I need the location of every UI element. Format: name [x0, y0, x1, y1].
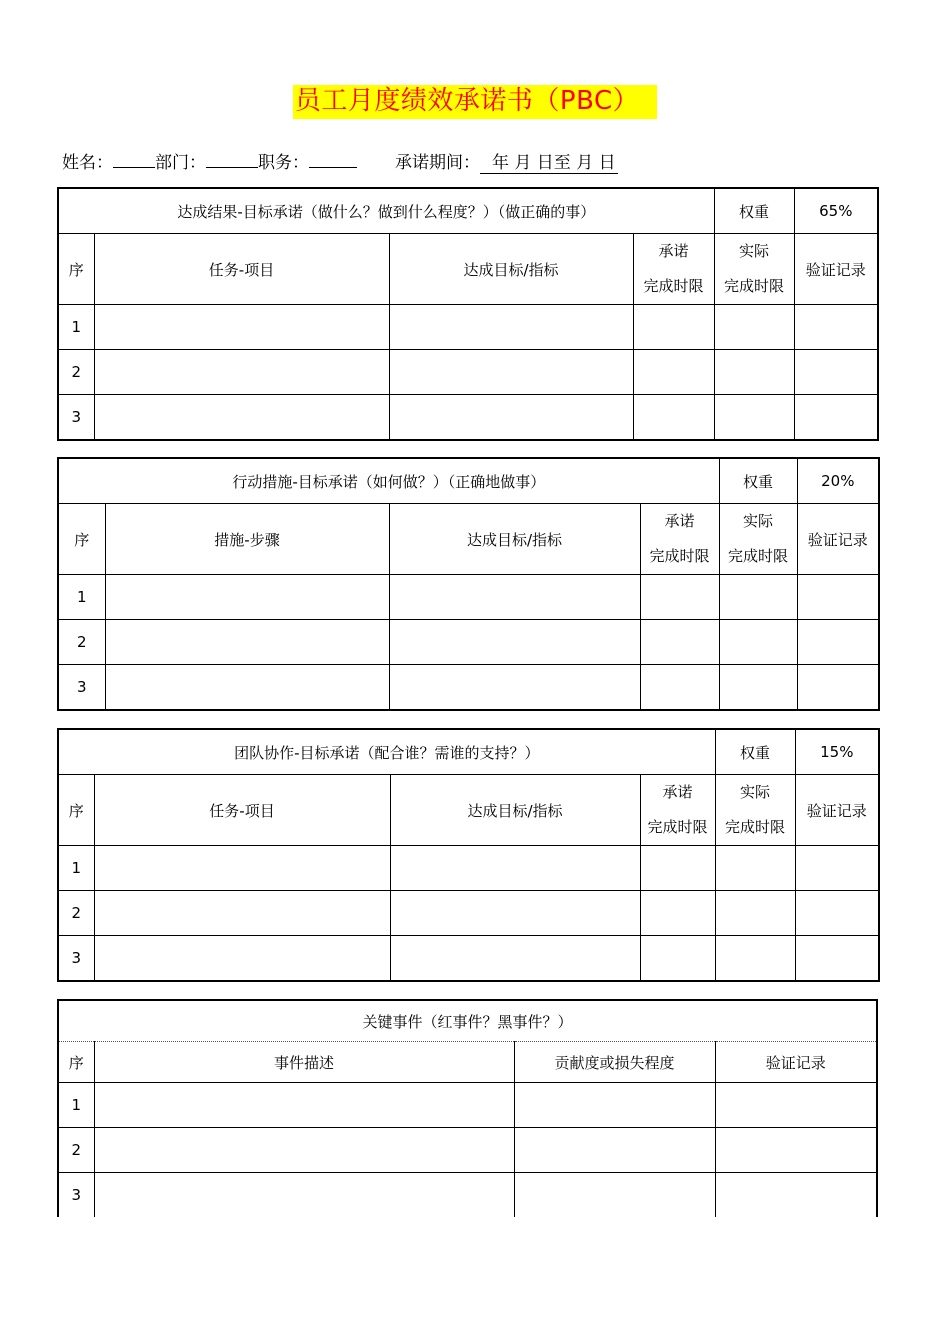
period-label: 承诺期间：: [395, 153, 480, 173]
table-row: [58, 350, 878, 395]
verify-cell[interactable]: [795, 846, 879, 891]
name-field[interactable]: [113, 149, 155, 168]
task-cell[interactable]: [94, 395, 389, 441]
row-number: 3: [58, 936, 94, 982]
actual-cell[interactable]: [715, 936, 795, 982]
table-row: [58, 305, 878, 350]
verify-cell[interactable]: [715, 1083, 877, 1128]
col-actual-deadline: 实际 完成时限: [714, 234, 794, 305]
table-row: [58, 936, 879, 982]
col-actual-deadline: 实际 完成时限: [719, 504, 797, 575]
col-seq: 序: [58, 1042, 94, 1083]
task-cell[interactable]: [105, 620, 389, 665]
promise-cell[interactable]: [640, 846, 715, 891]
event-desc-cell[interactable]: [94, 1083, 514, 1128]
task-cell[interactable]: [94, 305, 389, 350]
row-number: 3: [58, 665, 105, 711]
key-events-header: 关键事件（红事件？黑事件？）: [58, 1000, 877, 1042]
actual-cell[interactable]: [719, 620, 797, 665]
promise-cell[interactable]: [633, 395, 714, 441]
col-task: 任务-项目: [94, 234, 389, 305]
promise-cell[interactable]: [633, 350, 714, 395]
actual-cell[interactable]: [714, 395, 794, 441]
row-number: 1: [58, 575, 105, 620]
position-field[interactable]: [309, 149, 357, 168]
promise-cell[interactable]: [640, 620, 719, 665]
teamwork-table: [57, 728, 880, 982]
actual-cell[interactable]: [719, 665, 797, 711]
col-event-desc: 事件描述: [94, 1042, 514, 1083]
actual-cell[interactable]: [719, 575, 797, 620]
promise-cell[interactable]: [640, 665, 719, 711]
table-row: [58, 395, 878, 441]
task-cell[interactable]: [94, 891, 390, 936]
results-table: [57, 187, 879, 441]
key-events-table: [57, 999, 878, 1217]
verify-cell[interactable]: [794, 350, 878, 395]
promise-cell[interactable]: [633, 305, 714, 350]
table-row: [58, 1083, 877, 1128]
col-target: 达成目标/指标: [390, 775, 640, 846]
teamwork-header: 团队协作-目标承诺（配合谁？需谁的支持？）: [58, 729, 715, 775]
actions-weight-value[interactable]: 20%: [797, 458, 879, 504]
teamwork-weight-label: 权重: [715, 729, 795, 775]
actions-table: [57, 457, 880, 711]
col-actual-deadline: 实际 完成时限: [715, 775, 795, 846]
col-impact-degree: 贡献度或损失程度: [514, 1042, 715, 1083]
promise-cell[interactable]: [640, 936, 715, 982]
col-target: 达成目标/指标: [389, 504, 640, 575]
table-row: [58, 1173, 877, 1218]
row-number: 1: [58, 305, 94, 350]
row-number: 2: [58, 1128, 94, 1173]
verify-cell[interactable]: [715, 1173, 877, 1218]
verify-cell[interactable]: [797, 575, 879, 620]
impact-cell[interactable]: [514, 1173, 715, 1218]
col-verify: 验证记录: [795, 775, 879, 846]
row-number: 2: [58, 350, 94, 395]
actions-weight-label: 权重: [719, 458, 797, 504]
verify-cell[interactable]: [794, 305, 878, 350]
col-verify: 验证记录: [794, 234, 878, 305]
row-number: 3: [58, 1173, 94, 1218]
info-line: [62, 148, 618, 173]
col-promise-deadline: 承诺 完成时限: [633, 234, 714, 305]
target-cell[interactable]: [389, 350, 633, 395]
actual-cell[interactable]: [714, 305, 794, 350]
col-task: 任务-项目: [94, 775, 390, 846]
target-cell[interactable]: [390, 891, 640, 936]
col-seq: 序: [58, 775, 94, 846]
target-cell[interactable]: [389, 620, 640, 665]
actual-cell[interactable]: [714, 350, 794, 395]
task-cell[interactable]: [94, 846, 390, 891]
page-title: [0, 80, 950, 117]
promise-cell[interactable]: [640, 575, 719, 620]
table-row: [58, 665, 879, 711]
task-cell[interactable]: [105, 575, 389, 620]
promise-cell[interactable]: [640, 891, 715, 936]
name-label: 姓名：: [62, 153, 113, 173]
col-target: 达成目标/指标: [389, 234, 633, 305]
position-label: 职务：: [258, 153, 309, 173]
target-cell[interactable]: [390, 846, 640, 891]
event-desc-cell[interactable]: [94, 1128, 514, 1173]
table-row: [58, 1128, 877, 1173]
event-desc-cell[interactable]: [94, 1173, 514, 1218]
target-cell[interactable]: [389, 575, 640, 620]
col-seq: 序: [58, 234, 94, 305]
teamwork-weight-value[interactable]: 15%: [795, 729, 879, 775]
page-title-text: 员工月度绩效承诺书（PBC）: [293, 85, 657, 119]
task-cell[interactable]: [105, 665, 389, 711]
task-cell[interactable]: [94, 350, 389, 395]
verify-cell[interactable]: [797, 620, 879, 665]
col-seq: 序: [58, 504, 105, 575]
row-number: 1: [58, 846, 94, 891]
col-promise-deadline: 承诺 完成时限: [640, 504, 719, 575]
period-field[interactable]: 年 月 日至 月 日: [480, 153, 618, 174]
verify-cell[interactable]: [794, 395, 878, 441]
actual-cell[interactable]: [715, 891, 795, 936]
row-number: 2: [58, 620, 105, 665]
col-verify: 验证记录: [797, 504, 879, 575]
col-promise-deadline: 承诺 完成时限: [640, 775, 715, 846]
impact-cell[interactable]: [514, 1083, 715, 1128]
target-cell[interactable]: [389, 395, 633, 441]
task-cell[interactable]: [94, 936, 390, 982]
row-number: 2: [58, 891, 94, 936]
table-row: [58, 620, 879, 665]
results-header: 达成结果-目标承诺（做什么？做到什么程度？）（做正确的事）: [58, 188, 714, 234]
col-task: 措施-步骤: [105, 504, 389, 575]
target-cell[interactable]: [390, 936, 640, 982]
results-weight-value[interactable]: 65%: [794, 188, 878, 234]
impact-cell[interactable]: [514, 1128, 715, 1173]
verify-cell[interactable]: [795, 891, 879, 936]
target-cell[interactable]: [389, 665, 640, 711]
table-row: [58, 891, 879, 936]
dept-label: 部门：: [155, 153, 206, 173]
table-row: [58, 846, 879, 891]
verify-cell[interactable]: [715, 1128, 877, 1173]
col-verify: 验证记录: [715, 1042, 877, 1083]
verify-cell[interactable]: [797, 665, 879, 711]
table-row: [58, 575, 879, 620]
target-cell[interactable]: [389, 305, 633, 350]
verify-cell[interactable]: [795, 936, 879, 982]
row-number: 1: [58, 1083, 94, 1128]
actual-cell[interactable]: [715, 846, 795, 891]
results-weight-label: 权重: [714, 188, 794, 234]
dept-field[interactable]: [206, 149, 258, 168]
row-number: 3: [58, 395, 94, 441]
actions-header: 行动措施-目标承诺（如何做？）（正确地做事）: [58, 458, 719, 504]
